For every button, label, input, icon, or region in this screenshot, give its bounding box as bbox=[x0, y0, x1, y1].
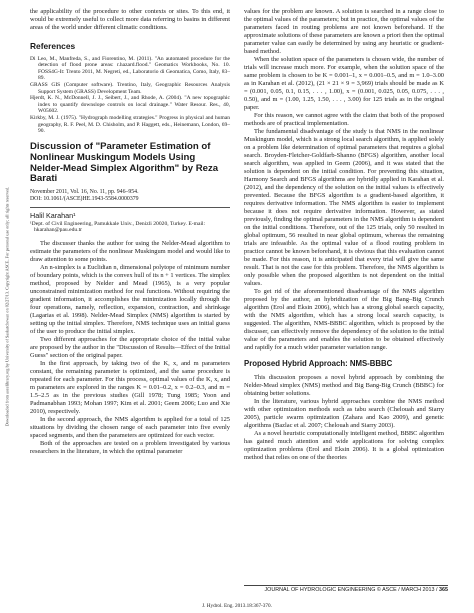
title-rule bbox=[30, 207, 230, 208]
publication-info: November 2011, Vol. 16, No. 11, pp. 946–954. bbox=[30, 188, 139, 195]
left-column bbox=[30, 8, 230, 456]
reference-item: Kirkby, M. J. (1975). "Hydrograph modelling strategies." Progress in physical and human geography, R. F. Peel, M. D. Chisholm, and P. Haggett, eds., Heinemann, London, 69–90. bbox=[30, 115, 230, 134]
reference-item: Hjerdt, K. N., McDonnell, J. J., Seibert, J., and Rhode, A. (2004). "A new topographic index to quantify downslope controls on local drainage." Water Resour. Res., 40, W05602. bbox=[30, 95, 230, 115]
body-paragraph: In the second approach, the NMS algorithm is applied for a total of 125 situations by dividing the chosen range of each parameter into five evenly spaced segments, and then the parameters are optimized for each vector. bbox=[30, 415, 230, 439]
download-sidebar bbox=[0, 0, 14, 613]
body-paragraph: As a novel heuristic computationally intelligent method, BBBC algorithm has gained much attention and wide applications for solving complex optimization problems (Erol and Eksin 2006). It is a global optimization method that relies on one of the theories bbox=[244, 430, 444, 461]
body-paragraph: An n-simplex is a Euclidian n, dimensional polytope of minimum number of boundary points, which is the convex hull of its n + 1 vertices. The simplex method, proposed by Nelder and Mead (1965), is a very popular unconstrained minimization method for real functions. Without requiring the gradient information, it accomplishes the minimization locally through the four operations, namely, reflection, expansion, contraction, and shrinkage (Lagarias et al. 1998). Nelder-Mead Simplex (NMS) algorithm is started by setting up the initial simplex. Therefore, NMS technique uses an initial guess of the user to produce the initial simplex. bbox=[30, 263, 230, 335]
download-notice: Downloaded from ascelibrary.org by University of Saskatchewan on 02/27/13. Copyright ASCE. For personal use only; all rights reserved. bbox=[4, 186, 10, 427]
section-heading: Proposed Hybrid Approach: NMS-BBBC bbox=[244, 359, 393, 368]
author-name: Halil Karahan¹ bbox=[30, 210, 76, 220]
body-paragraph: In the literature, various hybrid approaches combine the NMS method with other optimization methods such as tabu search (Chelouah and Siarry 2005), particle swarm optimization (Zahara and Kao 2009), and genetic algorithms (Bazlac et al. 2007; Chelouah and Siarry 2003). bbox=[244, 398, 444, 429]
right-column bbox=[244, 8, 444, 462]
intro-paragraph: the applicability of the procedure to other contexts or sites. To this end, it would be extremely useful to collect more data referring to basins in different areas of the world under different climatic conditions. bbox=[30, 8, 230, 31]
body-paragraph: The fundamental disadvantage of the study is that NMS in the nonlinear Muskingum model, which is a strong local search algorithm, is applied solely on a problem like determination of optimal parameters that requires a global search. Broyden-Fletcher-Goldfarb-Shanno (BFGS) algorithm, another local search algorithm, was applied in Geem (2006), and it was stated that the solution is dependent on the initial condition. For preventing this situation, Harmony Search and BFGS algorithms are hybridly applied in Karahan et al. (2012), and the dependency of the solution on the initial values is effectively prevented. Because the BFGS algorithm is a gradient-based algorithm, it requires derivative information. The NMS algorithm is easier to implement because it does not require derivative information. However, as stated previously, finding the optimal parameters in the NMS algorithm is dependent on the initial conditions. Therefore, out of the 125 trials, only 50 resulted in global optimum, 56 resulted in near global optimum, whereas the remaining trials are infeasible. As the optimal value of a flood routing problem in practice cannot be known beforehand, it is obvious that this evaluation cannot be made. For this reason, it is anticipated that every trial will give the same result. That is not the case for this problem. Therefore, the NMS algorithm is only possible when the proposed algorithm is not dependent on the initial values. bbox=[244, 128, 444, 287]
journal-footer bbox=[244, 585, 448, 593]
body-paragraph: To get rid of the aforementioned disadvantage of the NMS algorithm proposed by the author, an hybridization of the Big Bang–Big Crunch algorithm (Erol and Eksin 2006), which has a strong global search capacity, with the NMS algorithm, which has a strong local search capacity, is suggested. The algorithm, NMS-BBBC algorithm, which is proposed by the discusser, can effectively remove the dependency of the solution to the initial value of the parameters and enables the solution to be obtained effectively and rapidly for a much wider parameter variation range. bbox=[244, 288, 444, 351]
author-affiliation: ¹Dept. of Civil Engineering, Pamukkale Univ., Denizli 20020, Turkey. E-mail: hkarahan@pau.edu.tr bbox=[30, 220, 206, 234]
body-paragraph: Both of the approaches are tested on a problem investigated by various researchers in the literature, in which the optimal parameter bbox=[30, 439, 230, 455]
doi-line: DOI: 10.1061/(ASCE)HE.1943-5584.0000379 bbox=[30, 195, 139, 202]
journal-name: JOURNAL OF HYDROLOGIC ENGINEERING © ASCE / MARCH 2013 / bbox=[264, 587, 439, 593]
references-heading: References bbox=[30, 41, 76, 51]
body-paragraph: In the first approach, by taking two of the K, x, and m parameters constant, the remaining parameter is optimized, and the same procedure is repeated for each parameter. For this process, optimal values of the K, x, and m parameters are explored in the ranges K = 0.01–0.2, x = 0.2–0.3, and m = 1.5–2.5 as in the previous studies (Gill 1978; Tung 1985; Yoon and Padmanabhan 1993; Mohan 1997; Kim et al. 2001; Geem 2006; Luo and Xie 2010), respectively. bbox=[30, 359, 230, 415]
page-number: 365 bbox=[439, 587, 448, 593]
body-paragraph: values for the problem are known. A solution is searched in a range close to the optimal values of the parameters; but in practice, the optimal values of the parameters faced in routing problems are not known beforehand. If the approximate solutions of these parameters are known a priori then the optimal parameter value can easily be determined by using any heuristic or gradient-based method. bbox=[244, 8, 444, 55]
body-paragraph: The discusser thanks the author for using the Nelder-Mead algorithm to estimate the parameters of the nonlinear Muskingum model and would like to draw attention to some points. bbox=[30, 239, 230, 263]
reference-item: GRASS GIS (Computer software). Trentino, Italy, Geographic Resources Analysis Support System (GRASS) Development Team. bbox=[30, 82, 230, 95]
body-paragraph: For this reason, we cannot agree with the claim that both of the proposed methods are of practical implementation. bbox=[244, 112, 444, 127]
discussion-title: Discussion of "Parameter Estimation of Nonlinear Muskingum Models Using Nelder-Mead Simplex Algorithm" by Reza Barati bbox=[30, 141, 219, 185]
body-paragraph: This discussion proposes a novel hybrid approach by combining the Nelder-Mead simplex (NMS) method and Big Bang-Big Crunch (BBBC) for obtaining better solutions. bbox=[244, 374, 444, 397]
body-paragraph: Two different approaches for the appropriate choice of the initial value are proposed by the author in the "Discussion of Results—Effect of the Initial Guess" section of the original paper. bbox=[30, 335, 230, 359]
reference-item: Di Leo, M., Manfreda, S., and Fiorentino, M. (2011). "An automated procedure for the detection of flood prone areas: r.hazard.flood." Geomatics Workbooks, No. 10. FOSS4G-It: Trento 2011, M. Negreti, ed., Laboratorio di Geomatica, Como, Italy, 83–89. bbox=[30, 56, 230, 82]
citation-line: J. Hydrol. Eng. 2013.18:367-370. bbox=[202, 603, 272, 609]
body-paragraph: When the solution space of the parameters is chosen wide, the number of trials will increase much more. For example, when the solution space of the same problem is chosen to be K = 0.001–1, x = 0.001–0.5, and m = 1.0–3.00 as in Karahan et al. (2012), (21 × 21 × 9 = 3,969) trials should be made as K = (0.001, 0.05, 0.1, 0.15, . . . , 1.00), x = (0.001, 0.025, 0.05, 0.075, . . . , 0.50), and m = (1.00, 1.25, 1.50, . . . , 3.00) for 125 trials as in the original paper. bbox=[244, 56, 444, 111]
